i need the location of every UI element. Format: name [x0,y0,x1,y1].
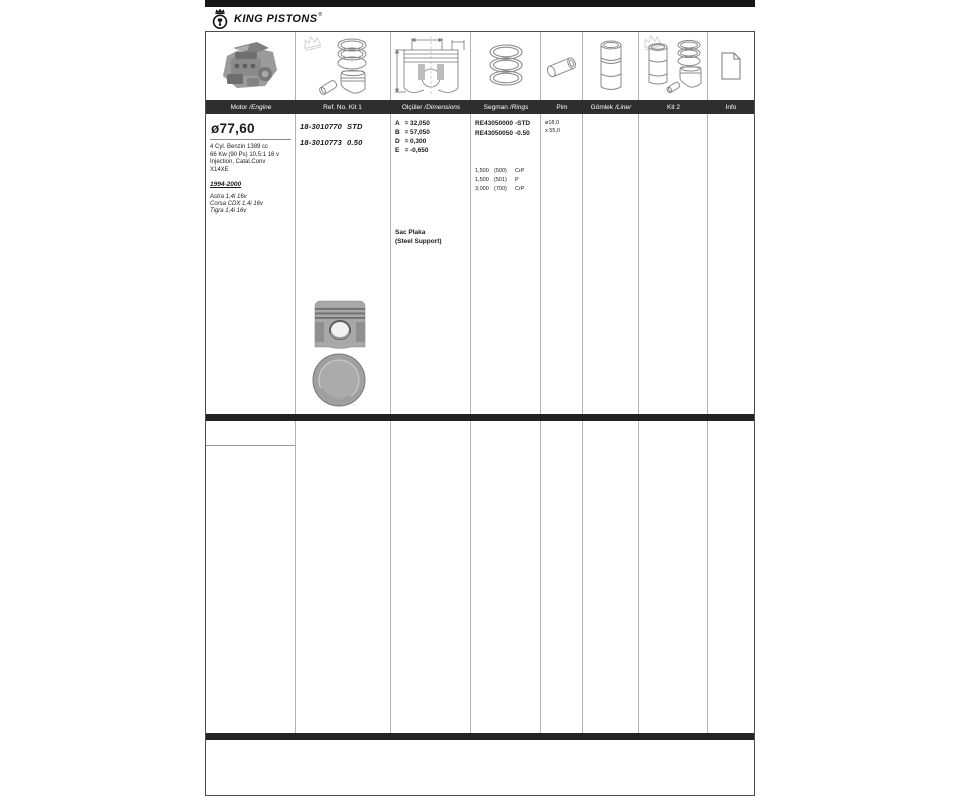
ring-code: (700) [494,186,507,192]
engine-desc-line: 4 Cyl. Benzin 1389 cc [210,144,269,150]
ring-height: 3,000 [475,186,489,192]
ring-ref-size: -0.50 [514,130,530,137]
engine-desc-line: Injection, Catal.Conv [210,159,266,165]
ring-ref-size: -STD [514,120,531,127]
kit1-ref-number: 18-3010773 [300,138,343,147]
column-header-pin [541,104,583,111]
engine-photo-icon [213,36,289,96]
kit2-cell-empty [639,421,708,733]
column-label-en: /Rings [509,103,529,111]
dimension-key: E [395,147,400,154]
bore-diameter: ø77,60 [210,119,291,140]
dimension-value: 0,300 [410,138,427,145]
column-label-en: /Dimensions [424,103,461,111]
bore-area-divider [206,421,295,446]
equals-sign: = [404,147,409,154]
ring-type: P [515,177,519,183]
column-icons-row [206,32,754,100]
icon-cell-rings [471,32,541,100]
rings-cell [471,114,541,414]
kit1-ref-row [300,119,386,135]
application-model: Astra 1,4i 16v [210,194,247,200]
engine-cell-empty [206,421,296,733]
ring-spec-row [475,185,536,194]
dimension-value: 32,050 [410,120,430,127]
kit1-ref-row [300,135,386,151]
dimension-value: 57,050 [410,129,430,136]
catalog-entry-row [206,114,754,414]
column-label: Segman [483,103,508,111]
info-cell [708,114,754,414]
engine-cell [206,114,296,414]
ring-ref-number: RE43050000 [475,120,513,127]
ring-ref-row [475,119,536,129]
icon-cell-info [708,32,754,100]
liner-piston-kit-sketch-icon [640,34,706,98]
engine-desc-line: 66 Kw (90 Ps) 10,5:1 16 v [210,151,280,158]
model-years: 1994-2000 [210,181,242,188]
ring-height: 1,500 [475,177,489,183]
steel-support-note [395,229,466,246]
dimension-row [395,128,466,137]
info-cell-empty [708,421,754,733]
ring-code: (501) [494,177,507,183]
column-label: Pim [556,103,568,111]
ring-spec-row [475,176,536,185]
icon-cell-kit1 [296,32,391,100]
piston-pin-icon [543,46,581,86]
column-header-rings [471,104,541,111]
icon-cell-kit2 [639,32,708,100]
dimension-key: B [395,129,400,136]
pin-cell [541,114,583,414]
pin-cell-empty [541,421,583,733]
dimension-row [395,137,466,146]
piston-top-photo [311,352,367,408]
top-black-bar [205,0,755,7]
column-label: Motor [230,103,248,111]
piston-ring-kit-sketch-icon [297,33,390,99]
page-footer-area [206,740,754,795]
column-label: Kit 2 [666,103,680,111]
ring-ref-number: RE43050050 [475,130,513,137]
column-header-liner [583,104,639,111]
equals-sign: = [404,129,409,136]
column-header-kit2 [639,104,708,111]
ring-type: CrP [515,168,525,174]
dimension-row [395,146,466,155]
equals-sign: = [404,138,409,145]
ref-kit1-cell-empty [296,421,391,733]
icon-cell-pin [541,32,583,100]
column-label: Info [725,103,737,111]
document-page-icon [719,51,743,81]
brand-name: KING PISTONS [234,13,318,25]
table-header-row [206,100,754,114]
piston-side-photo [309,297,371,351]
column-header-ref-no-kit1 [296,104,391,111]
empty-entry-row [206,421,754,733]
column-header-info [708,104,754,111]
application-model: Tigra 1,4i 16v [210,208,247,214]
liner-cell [583,114,639,414]
king-pistons-logo-icon [209,8,231,30]
cylinder-liner-icon [596,38,626,94]
dimensions-cell-empty [391,421,471,733]
dimension-value: -0,650 [410,147,429,154]
catalog-sheet [205,0,755,796]
column-label: Gömlek [590,103,614,111]
liner-cell-empty [583,421,639,733]
kit1-ref-size: 0.50 [347,138,363,147]
crown-stamp-icon [643,34,661,49]
steel-support-tr: Sac Plaka [395,229,426,236]
application-model: Corsa CDX 1,4i 16v [210,201,264,207]
crown-stamp-icon [302,35,320,50]
piston-rings-stack-icon [482,39,530,93]
ring-type: CrP [515,186,525,192]
pin-diameter: ø18,0 [545,120,560,126]
ring-code: (500) [494,168,507,174]
icon-cell-motor [206,32,296,100]
ring-height: 1,500 [475,168,489,174]
row-divider-bar [206,733,754,740]
ring-spec-list [475,167,536,194]
ref-kit1-cell [296,114,391,414]
column-header-dimensions [391,104,471,111]
column-label-en: /Liner [615,103,632,111]
piston-dimensions-drawing-icon [392,34,470,98]
brand-reg-mark: ® [318,12,323,18]
icon-cell-dimensions [391,32,471,100]
column-header-motor-engine [206,104,296,111]
column-label: Ref. No. Kit 1 [323,103,362,111]
kit1-ref-number: 18-3010770 [300,122,343,131]
row-divider-bar [206,414,754,421]
icon-cell-liner [583,32,639,100]
ring-ref-row [475,129,536,139]
equals-sign: = [404,120,409,127]
ring-spec-row [475,167,536,176]
kit2-cell [639,114,708,414]
engine-code: X14XE [210,166,229,173]
kit1-ref-size: STD [347,122,363,131]
column-label: Ölçüler [401,103,423,111]
dimension-key: D [395,138,400,145]
catalog-table [205,31,755,796]
rings-cell-empty [471,421,541,733]
steel-support-en: (Steel Support) [395,237,442,245]
dimension-key: A [395,120,400,127]
dimensions-cell [391,114,471,414]
pin-length: x 55,0 [545,128,560,134]
column-label-en: /Engine [249,103,272,111]
dimension-row [395,119,466,128]
brand-header [205,7,755,31]
